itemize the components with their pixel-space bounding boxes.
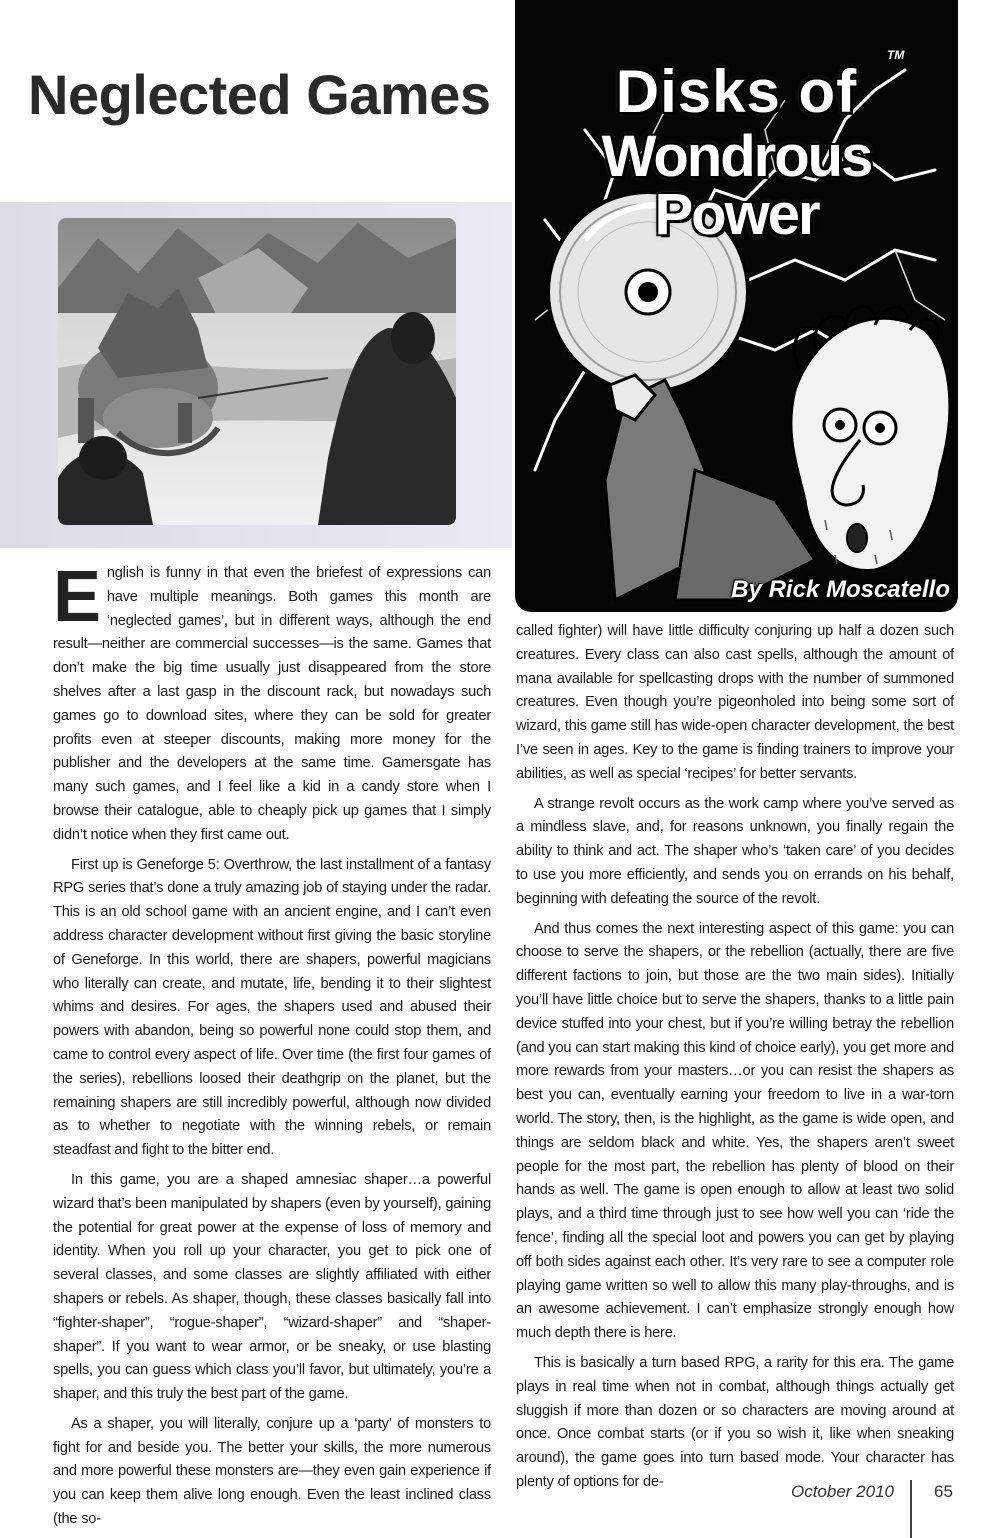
article-headline: Neglected Games	[28, 63, 491, 126]
drop-cap-letter: E	[53, 557, 101, 637]
article-paragraph: called fighter) will have little difficulty conjuring up half a dozen such creatures. Every class can also cast spells, although the amount of mana available for spellcasting drops with the number of summoned creatures. Even though you’re pigeonholed into being some sort of wizard, this game still has wide-open character development, the best I’ve seen in ages. Key to the game is finding trainers to improve your abilities, as well as special ‘recipes’ for better servants.	[516, 623, 954, 782]
issue-date: October 2010	[790, 1482, 894, 1501]
game-screenshot-image	[58, 218, 456, 525]
comic-title-line1: Disks of	[615, 58, 858, 125]
article-paragraph: First up is Geneforge 5: Overthrow, the last installment of a fantasy RPG series that’s done a truly amazing job of staying under the radar. This is an old school game with an ancient engine, and I can’t even address character development without first giving the basic storyline of Geneforge. In this world, there are shapers, powerful magicians who literally can create, and mutate, life, bending it to their slightest whims and desires. For ages, the shapers used and abused their powers with abandon, being so powerful none could stop them, and came to control every aspect of life. Over time (the first four games of the series), rebellions loosed their deathgrip on the planet, but the remaining shapers are still incredibly powerful, although now divided as to whether to negotiate with the winning rebels, or remain steadfast and fight to the bitter end.	[53, 856, 491, 1159]
page-number: 65	[934, 1482, 953, 1501]
article-paragraph: In this game, you are a shaped amnesiac shaper…a powerful wizard that’s been manipulated by shapers (even by yourself), gaining the potential for great power at the expense of loss of memory and identity. When you roll up your character, you get to pick one of several classes, and some classes are slightly affiliated with either shapers or rebels. As shaper, though, these classes basically fall into “fighter-shaper”, “rogue-shaper”, “wizard-shaper” and “shaper-shaper”. If you want to wear armor, or be sneaky, or use blasting spells, you can guess which class you’ll favor, but ultimately, you’re a shaper, and this truly the best part of the game.	[53, 1171, 491, 1403]
trademark-mark: TM	[887, 48, 905, 62]
comic-byline: By Rick Moscatello	[731, 576, 950, 603]
article-left-column	[53, 557, 491, 1538]
article-paragraph: This is basically a turn based RPG, a rarity for this era. The game plays in real time when not in combat, although things actually get sluggish if more than dozen or so characters are moving around at once. Once combat starts (or if you so wish it, like when sneaking around), the game goes into turn based mode. Your character has plenty of options for de-	[516, 1354, 954, 1490]
footer-divider	[910, 1480, 912, 1538]
article-paragraph: And thus comes the next interesting aspect of this game: you can choose to serve the shapers, or the rebellion (actually, there are five different factions to join, but those are the two main sides). Initially you’ll have little choice but to serve the shapers, thanks to a little pain device stuffed into your chest, but if you’re willing betray the rebellion (and you can start making this kind of choice early), you get more and more rewards from your masters…or you can resist the shapers as best you can, eventually earning your freedom to live in a war-torn world. The story, then, is the highlight, as the game is wide open, and things are seldom black and white. Yes, the shapers aren’t sweet people for the most part, the rebellion has plenty of blood on their hands as well. The game is open enough to allow at least two solid plays, and a third time through just to see how well you can ‘ride the fence’, finding all the special loot and powers you can get by playing off both sides against each other. It’s very rare to see a computer role playing game written so well to allow this many play-throughs, and is an awesome achievement. I can’t emphasize strongly enough how much depth there is here.	[516, 920, 954, 1342]
article-paragraph: A strange revolt occurs as the work camp where you’ve served as a mindless slave, and, for reasons unknown, you finally regain the ability to think and act. The shaper who’s ‘taken care’ of you decides to use you more efficiently, and sends you on errands on his behalf, beginning with defeating the source of the revolt.	[516, 795, 954, 907]
comic-illustration	[515, 0, 958, 612]
article-paragraph: As a shaper, you will literally, conjure up a ‘party’ of monsters to fight for and beside you. The better your skills, the more numerous and more powerful these monsters are—they even gain experience if you can keep them alive long enough. Even the least inclined class (the so-	[53, 1415, 491, 1528]
comic-title-line2: Wondrous Power	[601, 124, 872, 247]
article-paragraph: English is funny in that even the briefest of expressions can have multiple meanings. Both games this month are ‘neglected games’, but in different ways, although the end result—neither are commercial successes—is the same. Games that don’t make the big time usually just disappeared from the store shelves after a last gasp in the discount rack, but nowadays such games go to download sites, where they can be sold for greater profits even at steeper discounts, making more money for the publisher and the developers at the same time. Gamersgate has many such games, and I feel like a kid in a candy store when I browse their catalogue, able to cheaply pick up games that I simply didn’t notice when they first came out.	[53, 557, 491, 843]
article-right-column	[516, 620, 954, 1501]
